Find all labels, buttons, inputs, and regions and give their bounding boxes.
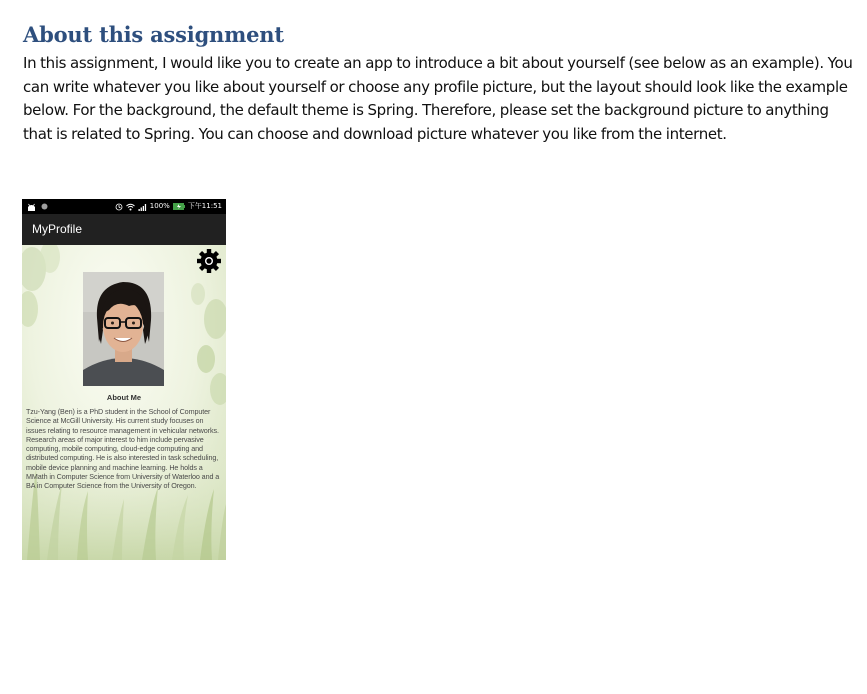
assignment-heading: About this assignment bbox=[23, 22, 284, 47]
battery-percent: 100% bbox=[149, 202, 170, 210]
profile-content bbox=[22, 245, 226, 560]
gear-icon[interactable] bbox=[196, 248, 222, 274]
about-me-text: Tzu-Yang (Ben) is a PhD student in the School of Computer Science at McGill University. His current study focuses on issues relating to resource management in vehicular networks. Research areas of major interest to him include pervasive computing, mobile computing, cloud-edge computing and distributed computing. He is also interested in task scheduling, mobile device planning and machine learning. He holds a MMath in Computer Science from University of Waterloo and a BA in Computer Science from the University of Oregon. bbox=[26, 407, 220, 491]
signal-icon bbox=[138, 203, 147, 211]
status-time: 下午11:51 bbox=[187, 202, 222, 210]
app-title: MyProfile bbox=[32, 222, 83, 236]
status-left bbox=[27, 199, 48, 214]
status-right bbox=[115, 199, 222, 214]
about-me-title: About Me bbox=[106, 393, 142, 402]
wifi-icon bbox=[126, 203, 135, 211]
phone-screenshot bbox=[22, 199, 226, 560]
sync-icon bbox=[115, 203, 123, 211]
assignment-document bbox=[23, 20, 853, 146]
android-icon bbox=[27, 203, 36, 211]
notification-dot-icon bbox=[41, 203, 48, 210]
profile-photo bbox=[83, 272, 164, 386]
battery-icon bbox=[173, 203, 185, 210]
assignment-paragraph: In this assignment, I would like you to create an app to introduce a bit about yourself (see below as an example). You can write whatever you like about yourself or choose any profile picture, but the layout should look like the example below. For the background, the default theme is Spring. Therefore, please set the background picture to anything that is related to Spring. You can choose and download picture whatever you like from the internet. bbox=[23, 54, 853, 143]
app-bar bbox=[22, 214, 226, 245]
status-bar bbox=[22, 199, 226, 214]
